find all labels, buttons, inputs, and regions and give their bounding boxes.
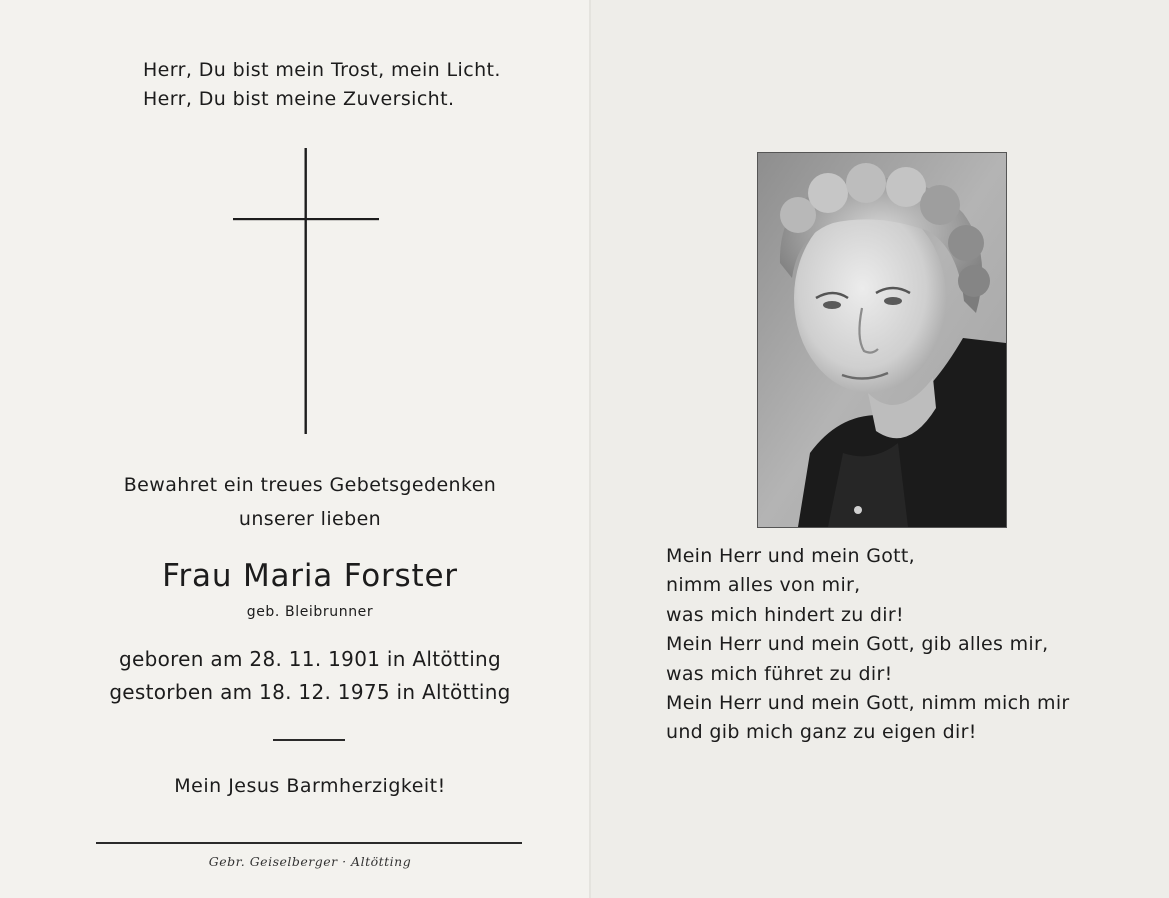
card-fold [589,0,591,898]
cross-icon [233,148,379,434]
right-verse-line: Mein Herr und mein Gott, nimm mich mir [666,692,1070,715]
top-verse-line: Herr, Du bist meine Zuversicht. [143,88,455,110]
right-verse-line: und gib mich ganz zu eigen dir! [666,721,977,744]
right-verse [666,542,1156,748]
memorial-line-1: Bewahret ein treues Gebetsgedenken [123,474,497,496]
maiden-name: geb. Bleibrunner [246,604,374,620]
closing-prayer: Mein Jesus Barmherzigkeit! [174,775,446,797]
footer-divider [96,842,522,844]
deceased-name: Frau Maria Forster [162,558,458,594]
printer-imprint: Gebr. Geiselberger · Altötting [208,854,412,869]
right-verse-line: nimm alles von mir, [666,574,861,597]
death-date: gestorben am 18. 12. 1975 in Altötting [109,680,511,704]
right-verse-line: Mein Herr und mein Gott, gib alles mir, [666,633,1049,656]
portrait-photo [757,152,1007,528]
birth-date: geboren am 28. 11. 1901 in Altötting [118,647,502,671]
right-verse-line: was mich hindert zu dir! [666,603,904,626]
right-verse-line: was mich führet zu dir! [666,662,893,685]
memorial-line-2: unserer lieben [238,508,382,530]
short-divider [273,739,345,741]
right-verse-line: Mein Herr und mein Gott, [666,545,915,567]
portrait-image [758,153,1006,527]
top-verse [143,56,563,114]
top-verse-line: Herr, Du bist mein Trost, mein Licht. [143,59,501,81]
